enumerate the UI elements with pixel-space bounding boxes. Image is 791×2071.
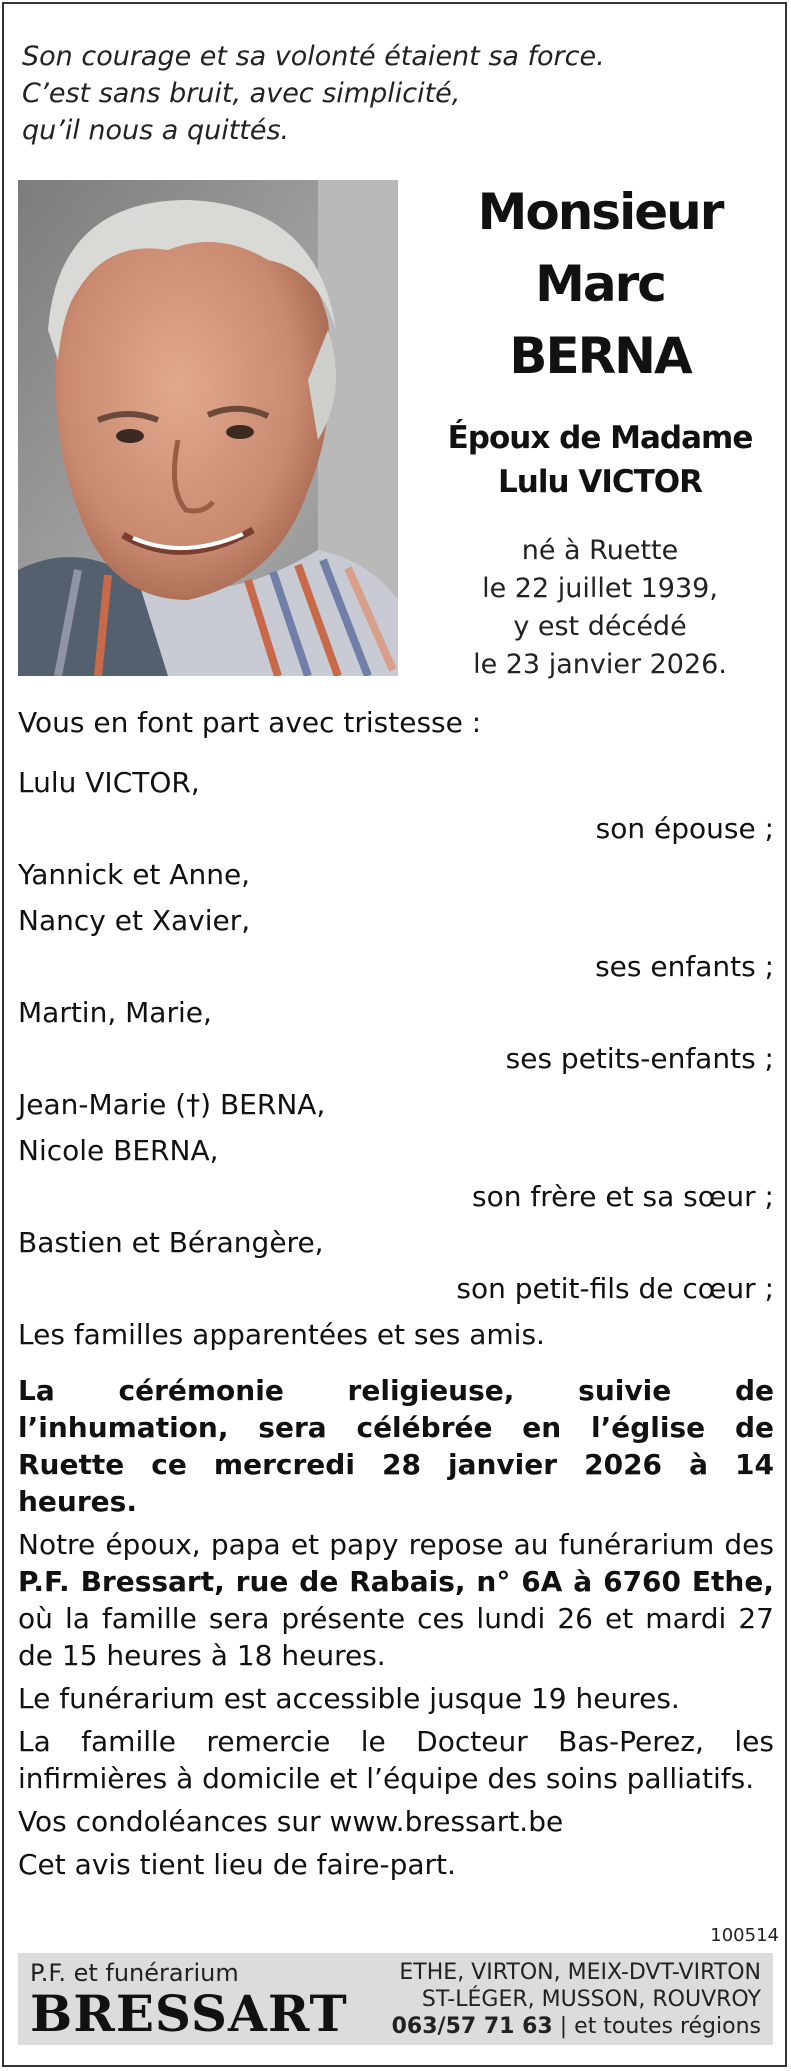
visit-paragraph (18, 1526, 774, 1674)
hours-paragraph: Le funérarium est accessible jusque 19 heures. (18, 1682, 680, 1715)
separator: | (559, 2014, 568, 2039)
deceased-name-block (420, 176, 780, 684)
death-line: y est décédé (513, 611, 687, 642)
birth-line: né à Ruette (521, 535, 679, 566)
brand-logo: BRESSART (30, 1984, 348, 2043)
places-line: ETHE, VIRTON, MEIX-DVT-VIRTON (399, 1960, 761, 1985)
phone-number: 063/57 71 63 (391, 2014, 553, 2039)
announce-line: Vous en font part avec tristesse : (18, 706, 482, 739)
birth-line: le 22 juillet 1939, (482, 573, 718, 604)
spouse-block (420, 416, 780, 504)
family-role: ses petits-enfants ; (505, 1042, 774, 1075)
phone-line (392, 2013, 761, 2040)
family-role: son épouse ; (595, 812, 774, 845)
portrait-image (18, 180, 398, 676)
ceremony-paragraph: La cérémonie religieuse, suivie de l’inhumation, sera célébrée en l’église de Ruette ce mercredi 28 janvier 2026 à 14 heures. (18, 1374, 774, 1518)
regions: et toutes régions (574, 2014, 761, 2039)
notice-paragraph: Cet avis tient lieu de faire-part. (18, 1848, 456, 1881)
visit-text: Notre époux, papa et papy repose au funérarium des (18, 1528, 774, 1561)
last-name: BERNA (509, 327, 691, 385)
family-member: Martin, Marie, (18, 996, 212, 1029)
quote-line: qu’il nous a quittés. (22, 115, 290, 146)
brand-block (30, 1959, 348, 2041)
funeral-home-banner (18, 1953, 773, 2045)
family-role: son frère et sa sœur ; (472, 1180, 774, 1213)
birth-death-block (420, 532, 780, 684)
spouse-line: Lulu VICTOR (498, 464, 702, 500)
reference-number: 100514 (710, 1925, 779, 1946)
brand-tagline: P.F. et funérarium (30, 1959, 239, 1987)
contact-block (392, 1959, 761, 2040)
quote-line: C’est sans bruit, avec simplicité, (22, 78, 461, 109)
announcement-body (18, 700, 774, 1883)
places-line: ST-LÉGER, MUSSON, ROUVROY (421, 1987, 761, 2012)
family-member: Jean-Marie (†) BERNA, (18, 1088, 326, 1121)
family-role: ses enfants ; (595, 950, 774, 983)
family-role: son petit-fils de cœur ; (456, 1272, 774, 1305)
family-member: Nicole BERNA, (18, 1134, 219, 1167)
family-member: Bastien et Bérangère, (18, 1226, 324, 1259)
first-name: Marc (535, 255, 665, 313)
family-member: Lulu VICTOR, (18, 766, 200, 799)
civility: Monsieur (477, 183, 723, 241)
quote-line: Son courage et sa volonté étaient sa force. (22, 41, 605, 72)
family-others: Les familles apparentées et ses amis. (18, 1318, 545, 1351)
thanks-paragraph: La famille remercie le Docteur Bas-Perez, les infirmières à domicile et l’équipe des soins palliatifs. (18, 1725, 774, 1795)
condolences-paragraph: Vos condoléances sur www.bressart.be (18, 1805, 564, 1838)
epitaph-quote (22, 38, 605, 149)
visit-text: où la famille sera présente ces lundi 26 et mardi 27 de 15 heures à 18 heures. (18, 1602, 774, 1672)
family-member: Nancy et Xavier, (18, 904, 251, 937)
spouse-line: Époux de Madame (447, 420, 753, 456)
death-line: le 23 janvier 2026. (473, 649, 727, 680)
portrait-photo (18, 180, 398, 676)
funeral-home-address: P.F. Bressart, rue de Rabais, n° 6A à 6760 Ethe, (18, 1565, 774, 1598)
family-member: Yannick et Anne, (18, 858, 251, 891)
